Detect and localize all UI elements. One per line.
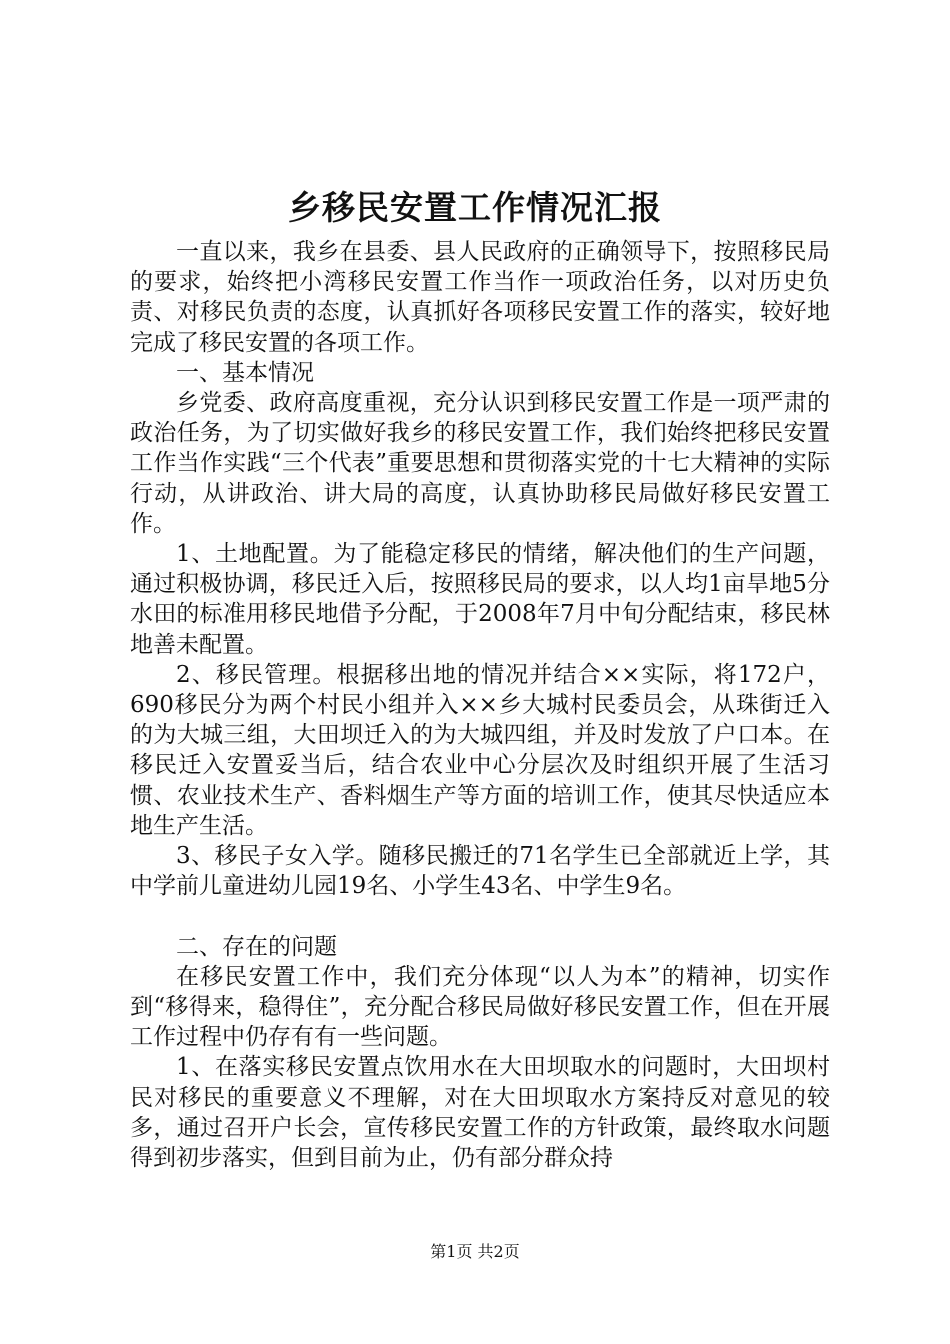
section-heading-problems: 二、存在的问题 (176, 933, 337, 960)
document-body (130, 237, 830, 1173)
page-number-footer: 第1页 共2页 (430, 1242, 520, 1261)
paragraph-water-supply-issue: 1、在落实移民安置点饮用水在大田坝取水的问题时，大田坝村民对移民的重要意义不理解，对在大田坝取水方案持反对意见的较多，通过召开户长会，宣传移民安置工作的方针政策，最终取水问题得到初步落实，但到目前为止，仍有部分群众持 (130, 1054, 830, 1172)
paragraph-problems-intro: 在移民安置工作中，我们充分体现“以人为本”的精神，切实作到“移得来，稳得住”，充分配合移民局做好移民安置工作，但在开展工作过程中仍存有有一些问题。 (130, 963, 830, 1051)
paragraph-migrant-management: 2、移民管理。根据移出地的情况并结合××实际，将172户，690移民分为两个村民小组并入××乡大城村民委员会，从珠街迁入的为大城三组，大田坝迁入的为大城四组，并及时发放了户口本。在移民迁入安置妥当后，结合农业中心分层次及时组织开展了生活习惯、农业技术生产、香料烟生产等方面的培训工作，使其尽快适应本地生产生活。 (130, 661, 830, 839)
paragraph-intro: 一直以来，我乡在县委、县人民政府的正确领导下，按照移民局的要求，始终把小湾移民安置工作当作一项政治任务，以对历史负责、对移民负责的态度，认真抓好各项移民安置工作的落实，较好地完成了移民安置的各项工作。 (130, 239, 830, 356)
document-title: 乡移民安置工作情况汇报 (288, 188, 662, 227)
blank-line (130, 901, 830, 931)
paragraph-party-attention: 乡党委、政府高度重视，充分认识到移民安置工作是一项严肃的政治任务，为了切实做好我乡的移民安置工作，我们始终把移民安置工作当作实践“三个代表”重要思想和贯彻落实党的十七大精神的实际行动，从讲政治、讲大局的高度，认真协助移民局做好移民安置工作。 (130, 390, 830, 537)
section-heading-basic-situation: 一、基本情况 (176, 359, 314, 386)
paragraph-land-allocation: 1、土地配置。为了能稳定移民的情绪，解决他们的生产问题，通过积极协调，移民迁入后，按照移民局的要求，以人均1亩旱地5分水田的标准用移民地借予分配，于2008年7月中旬分配结束，移民林地善未配置。 (130, 541, 830, 658)
paragraph-children-schooling: 3、移民子女入学。随移民搬迁的71名学生已全部就近上学，其中学前儿童进幼儿园19名、小学生43名、中学生9名。 (130, 843, 830, 900)
